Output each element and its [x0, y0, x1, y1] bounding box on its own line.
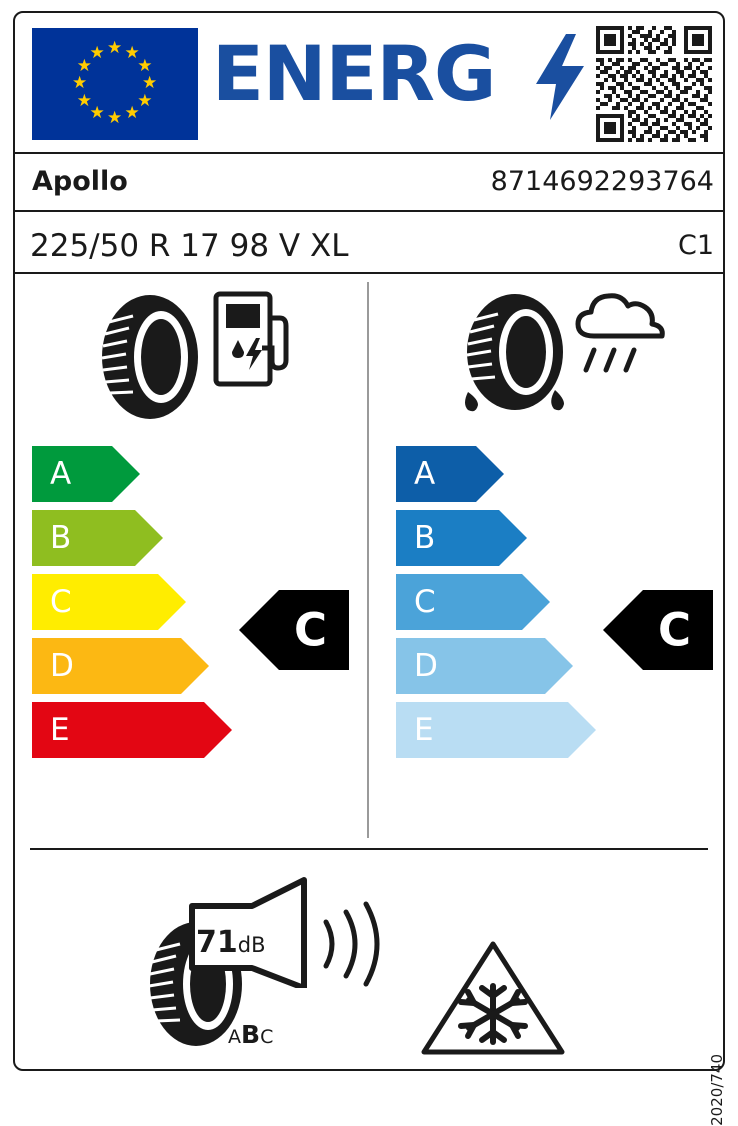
wet-grip-grade-e — [396, 702, 596, 758]
fuel-pump-icon — [212, 288, 290, 388]
fuel-grade-letter: A — [50, 456, 72, 492]
eu-star: ★ — [107, 38, 123, 58]
wet-grip-grade-letter: C — [414, 584, 436, 620]
eu-star: ★ — [142, 73, 158, 93]
fuel-grade-b — [32, 510, 163, 566]
divider-header — [15, 152, 723, 154]
wet-grip-rating-arrow — [603, 590, 713, 670]
eu-star: ★ — [76, 90, 92, 111]
fuel-grade-a — [32, 446, 140, 502]
noise-class-c: C — [260, 1026, 274, 1048]
noise-class-scale — [228, 1020, 273, 1049]
fuel-rating-letter: C — [293, 603, 327, 657]
three-peak-mountain-snowflake-icon — [418, 938, 568, 1058]
wet-grip-grade-letter: A — [414, 456, 436, 492]
eu-flag-icon — [32, 28, 198, 140]
wet-grip-grade-b — [396, 510, 527, 566]
eu-star: ★ — [137, 55, 153, 76]
wet-grip-grade-letter: E — [414, 712, 434, 748]
wet-grip-grade-letter: D — [414, 648, 438, 684]
regulation-reference: 2020/740 — [708, 1054, 726, 1126]
tyre-size-designation: 225/50 R 17 98 V XL — [30, 228, 349, 264]
wet-grip-grade-letter: B — [414, 520, 436, 556]
noise-class-a: A — [228, 1026, 241, 1048]
divider-vertical — [367, 282, 369, 838]
fuel-grade-letter: D — [50, 648, 74, 684]
fuel-grade-e — [32, 702, 232, 758]
fuel-grade-c — [32, 574, 186, 630]
fuel-rating-arrow — [239, 590, 349, 670]
qr-code-icon — [596, 26, 712, 142]
eu-star: ★ — [76, 55, 92, 76]
eu-star: ★ — [89, 42, 105, 63]
tyre-class: C1 — [677, 230, 714, 261]
eu-star: ★ — [89, 103, 105, 124]
eu-star: ★ — [124, 42, 140, 63]
divider-noise — [30, 848, 708, 850]
noise-unit: dB — [237, 933, 266, 957]
eu-star: ★ — [72, 73, 88, 93]
eu-star: ★ — [137, 90, 153, 111]
rain-cloud-icon — [570, 288, 670, 382]
fuel-grade-letter: B — [50, 520, 72, 556]
supplier-brand: Apollo — [32, 166, 128, 197]
fuel-grade-d — [32, 638, 209, 694]
eu-star: ★ — [124, 103, 140, 124]
wet-grip-rating-letter: C — [657, 603, 691, 657]
tyre-wet-icon — [460, 292, 570, 422]
energy-wordmark: ENERG — [212, 29, 496, 118]
divider-supplier — [15, 210, 723, 212]
lightning-bolt-icon — [536, 34, 584, 120]
noise-value — [196, 925, 266, 960]
noise-class-b: B — [241, 1020, 261, 1049]
supplier-identifier: 8714692293764 — [490, 166, 714, 197]
eu-star: ★ — [107, 108, 123, 128]
noise-number: 71 — [196, 925, 238, 960]
divider-size — [15, 272, 723, 274]
tyre-icon — [95, 292, 205, 422]
wet-grip-grade-d — [396, 638, 573, 694]
wet-grip-grade-c — [396, 574, 550, 630]
fuel-grade-letter: E — [50, 712, 70, 748]
wet-grip-grade-a — [396, 446, 504, 502]
sound-waves-icon — [318, 898, 386, 990]
fuel-grade-letter: C — [50, 584, 72, 620]
